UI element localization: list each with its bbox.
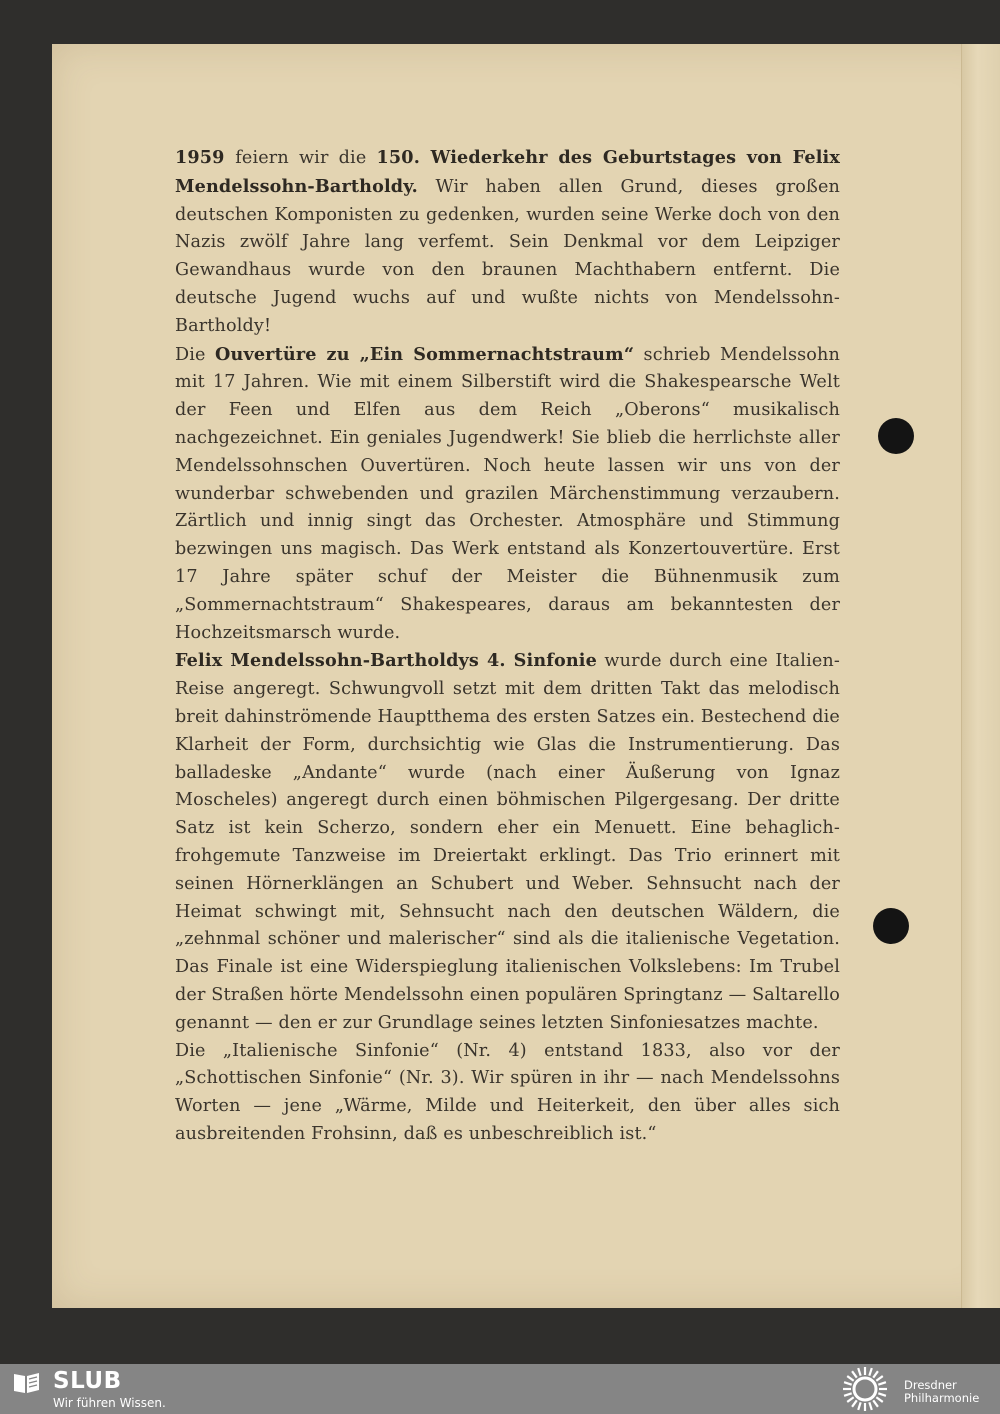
text-run: feiern wir die — [235, 148, 377, 168]
paper-sheet — [52, 44, 1000, 1308]
sunburst-ray — [869, 1368, 871, 1376]
sunburst-ray — [852, 1400, 857, 1406]
text-run: 1959 — [175, 147, 236, 168]
sunburst-ray — [878, 1382, 886, 1384]
punch-hole — [878, 418, 914, 454]
paragraph-intro — [175, 144, 840, 341]
sunburst-ray — [869, 1402, 871, 1410]
paragraph-sinfonie — [175, 647, 840, 1037]
slub-book-icon[interactable] — [12, 1371, 42, 1395]
text-run: Die — [175, 344, 216, 365]
text-run: schrieb Mendelssohn mit 17 Jahren. Wie mit einem Silberstift wird die Shakespearsche Welt der Feen und Elfen aus dem Reich „Oberons“ musikalisch nachgezeichnet. Ein geniales Jugendwerk! Sie blieb die herrlichste aller Mendelssohnschen Ouvertüren. Noch heute lassen wir uns von der wunderbar schwebenden und grazilen Märchenstimmung verzaubern. Zärtlich und innig singt das Orchester. Atmosphäre und Stimmung bezwingen uns magisch. Das Werk entstand als Konzertouvertüre. Erst 17 Jahre später schuf der Meister die Bühnenmusik zum „Sommernachtstraum“ Shakespeares, daraus am bekanntesten der Hochzeitsmarsch wurde. — [175, 344, 841, 643]
philharmonie-sunburst-icon[interactable] — [841, 1365, 889, 1413]
punch-hole — [873, 908, 909, 944]
partner-name[interactable] — [904, 1379, 979, 1405]
sunburst-ray — [858, 1368, 860, 1376]
text-run: 150. Wiederkehr des Geburtstages von Felix Mendelssohn-Bartholdy. — [175, 147, 840, 197]
sunburst-ray — [847, 1376, 853, 1381]
text-run: Ouvertüre zu „Ein Sommernachtstraum“ — [215, 343, 635, 365]
paragraph-ouverture — [175, 341, 840, 648]
sunburst-ray — [878, 1393, 886, 1395]
sunburst-ray — [852, 1371, 857, 1377]
sunburst-ray — [876, 1376, 882, 1381]
sunburst-ray — [844, 1393, 852, 1395]
text-run: Wir haben allen Grund, dieses großen deutschen Komponisten zu gedenken, wurden seine Werke doch von den Nazis zwölf Jahre lang verfemt. Sein Denkmal vor dem Leipziger Gewandhaus wurde von den braunen Machthabern entfernt. Die deutsche Jugend wuchs auf und wußte nichts von Mendelssohn-Bartholdy! — [175, 176, 840, 336]
paper-fold — [961, 44, 1000, 1308]
text-run: Felix Mendelssohn-Bartholdys 4. Sinfonie — [175, 650, 597, 672]
footer-bar — [0, 1364, 1000, 1414]
program-text — [175, 144, 840, 1149]
slub-name[interactable]: SLUB — [53, 1368, 122, 1394]
sunburst-ray — [873, 1400, 878, 1406]
text-run: wurde durch eine Italien-Reise angeregt. Schwungvoll setzt mit dem dritten Takt das melodisch breit dahinströmende Hauptthema des ersten Satzes ein. Bestechend die Klarheit der Form, durchsichtig wie Glas die Instrumentierung. Das balladeske „Andante“ wurde (nach einer Äußerung von Ignaz Moscheles) angeregt durch einen böhmischen Pilgergesang. Der dritte Satz ist kein Scherzo, sondern eher ein Menuett. Eine behaglich-frohgemute Tanzweise im Dreiertakt erklingt. Das Trio erinnert mit seinen Hörnerklängen an Schubert und Weber. Sehnsucht nach der Heimat schwingt mit, Sehnsucht nach den deutschen Wäldern, die „zehnmal schöner und malerischer“ sind als die italienische Vegetation. Das Finale ist eine Widerspieglung italienischen Volkslebens: Im Trubel der Straßen hörte Mendelssohn einen populären Springtanz — Saltarello genannt — den er zur Grundlage seines letzten Sinfoniesatzes machte. — [175, 651, 840, 1033]
sunburst-ray — [858, 1402, 860, 1410]
paragraph-italienische — [175, 1038, 840, 1149]
partner-name-line: Dresdner — [904, 1378, 957, 1392]
text-run: Die „Italienische Sinfonie“ (Nr. 4) entstand 1833, also vor der „Schottischen Sinfonie“ (Nr. 3). Wir spüren in ihr — nach Mendelssohns Worten — jene „Wärme, Milde und Heiterkeit, den über alles sich ausbreitenden Frohsinn, daß es unbeschreiblich ist.“ — [175, 1040, 840, 1144]
sunburst-ray — [844, 1382, 852, 1384]
sunburst-ray — [873, 1371, 878, 1377]
slub-tagline: Wir führen Wissen. — [53, 1396, 166, 1410]
sunburst-ray — [847, 1397, 853, 1402]
sunburst-ray — [876, 1397, 882, 1402]
partner-name-line: Philharmonie — [904, 1391, 980, 1405]
